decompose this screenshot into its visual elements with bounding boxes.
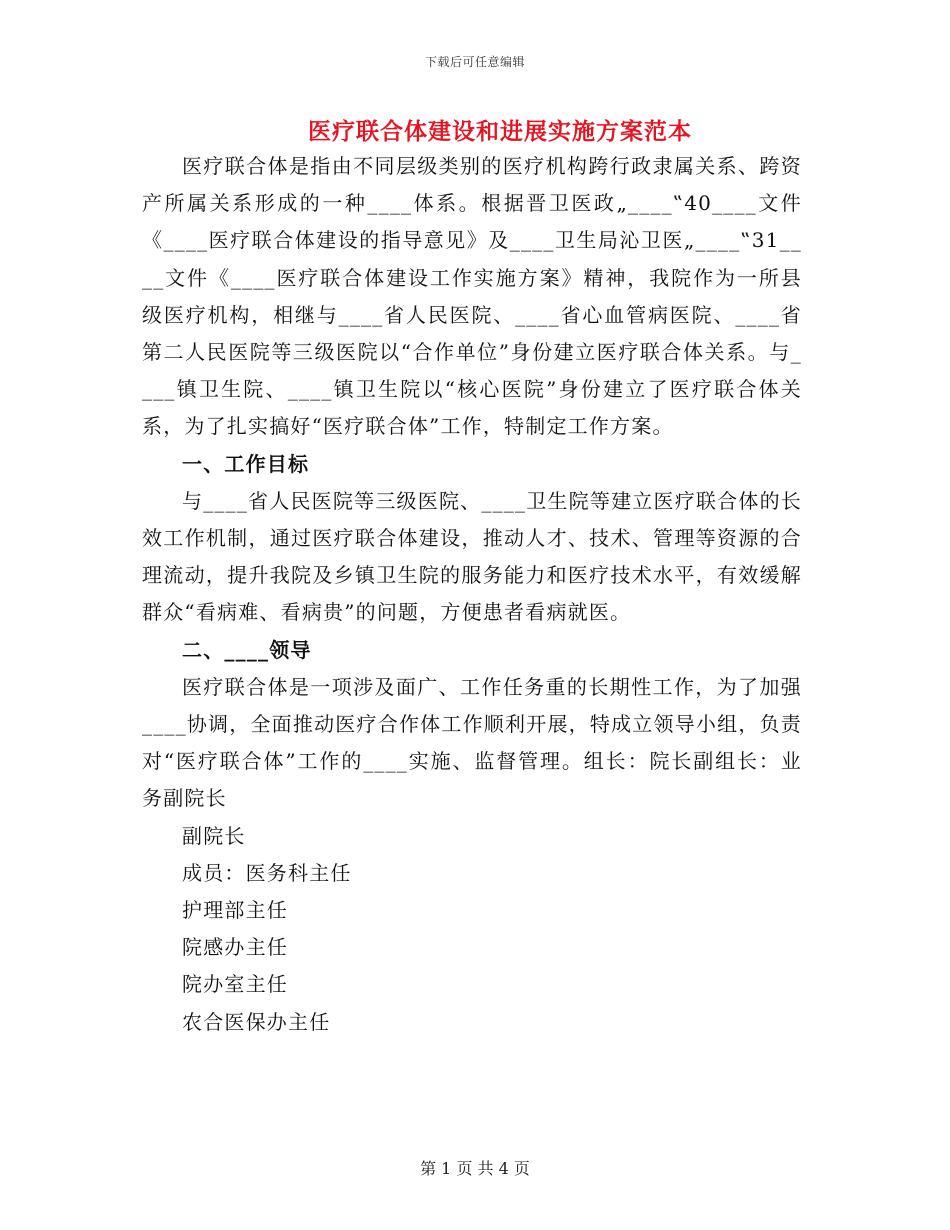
document-title: 医疗联合体建设和进展实施方案范本	[308, 118, 692, 145]
document-body	[142, 148, 802, 1041]
section-heading-leadership: 二、____领导	[182, 637, 312, 662]
member-line: 成员：医务科主任	[182, 860, 352, 885]
page-footer: 第 1 页 共 4 页	[420, 1159, 530, 1178]
member-line: 院感办主任	[182, 935, 288, 960]
member-line: 护理部主任	[182, 898, 288, 923]
section-paragraph-leadership: 医疗联合体是一项涉及面广、工作任务重的长期性工作，为了加强____协调，全面推动医疗合作体工作顺利开展，特成立领导小组，负责对“医疗联合体”工作的____实施、监督管理。组长：院长副组长：业务副院长	[142, 674, 802, 811]
section-paragraph-goals: 与____省人民医院等三级医院、____卫生院等建立医疗联合体的长效工作机制，通过医疗联合体建设，推动人才、技术、管理等资源的合理流动，提升我院及乡镇卫生院的服务能力和医疗技术水平，有效缓解群众“看病难、看病贵”的问题，方便患者看病就医。	[142, 488, 802, 625]
member-line: 院办室主任	[182, 972, 288, 997]
header-note: 下载后可任意编辑	[424, 55, 525, 69]
section-heading-goals: 一、工作目标	[182, 451, 310, 476]
intro-paragraph: 医疗联合体是指由不同层级类别的医疗机构跨行政隶属关系、跨资产所属关系形成的一种____体系。根据晋卫医政„____‟40____文件《____医疗联合体建设的指导意见》及____卫生局沁卫医„____‟31____文件《____医疗联合体建设工作实施方案》精神，我院作为一所县级医疗机构，相继与____省人民医院、____省心血管病医院、____省第二人民医院等三级医院以“合作单位”身份建立医疗联合体关系。与____镇卫生院、____镇卫生院以“核心医院”身份建立了医疗联合体关系，为了扎实搞好“医疗联合体”工作，特制定工作方案。	[142, 154, 802, 439]
member-line: 副院长	[182, 823, 246, 848]
member-line: 农合医保办主任	[182, 1009, 331, 1034]
